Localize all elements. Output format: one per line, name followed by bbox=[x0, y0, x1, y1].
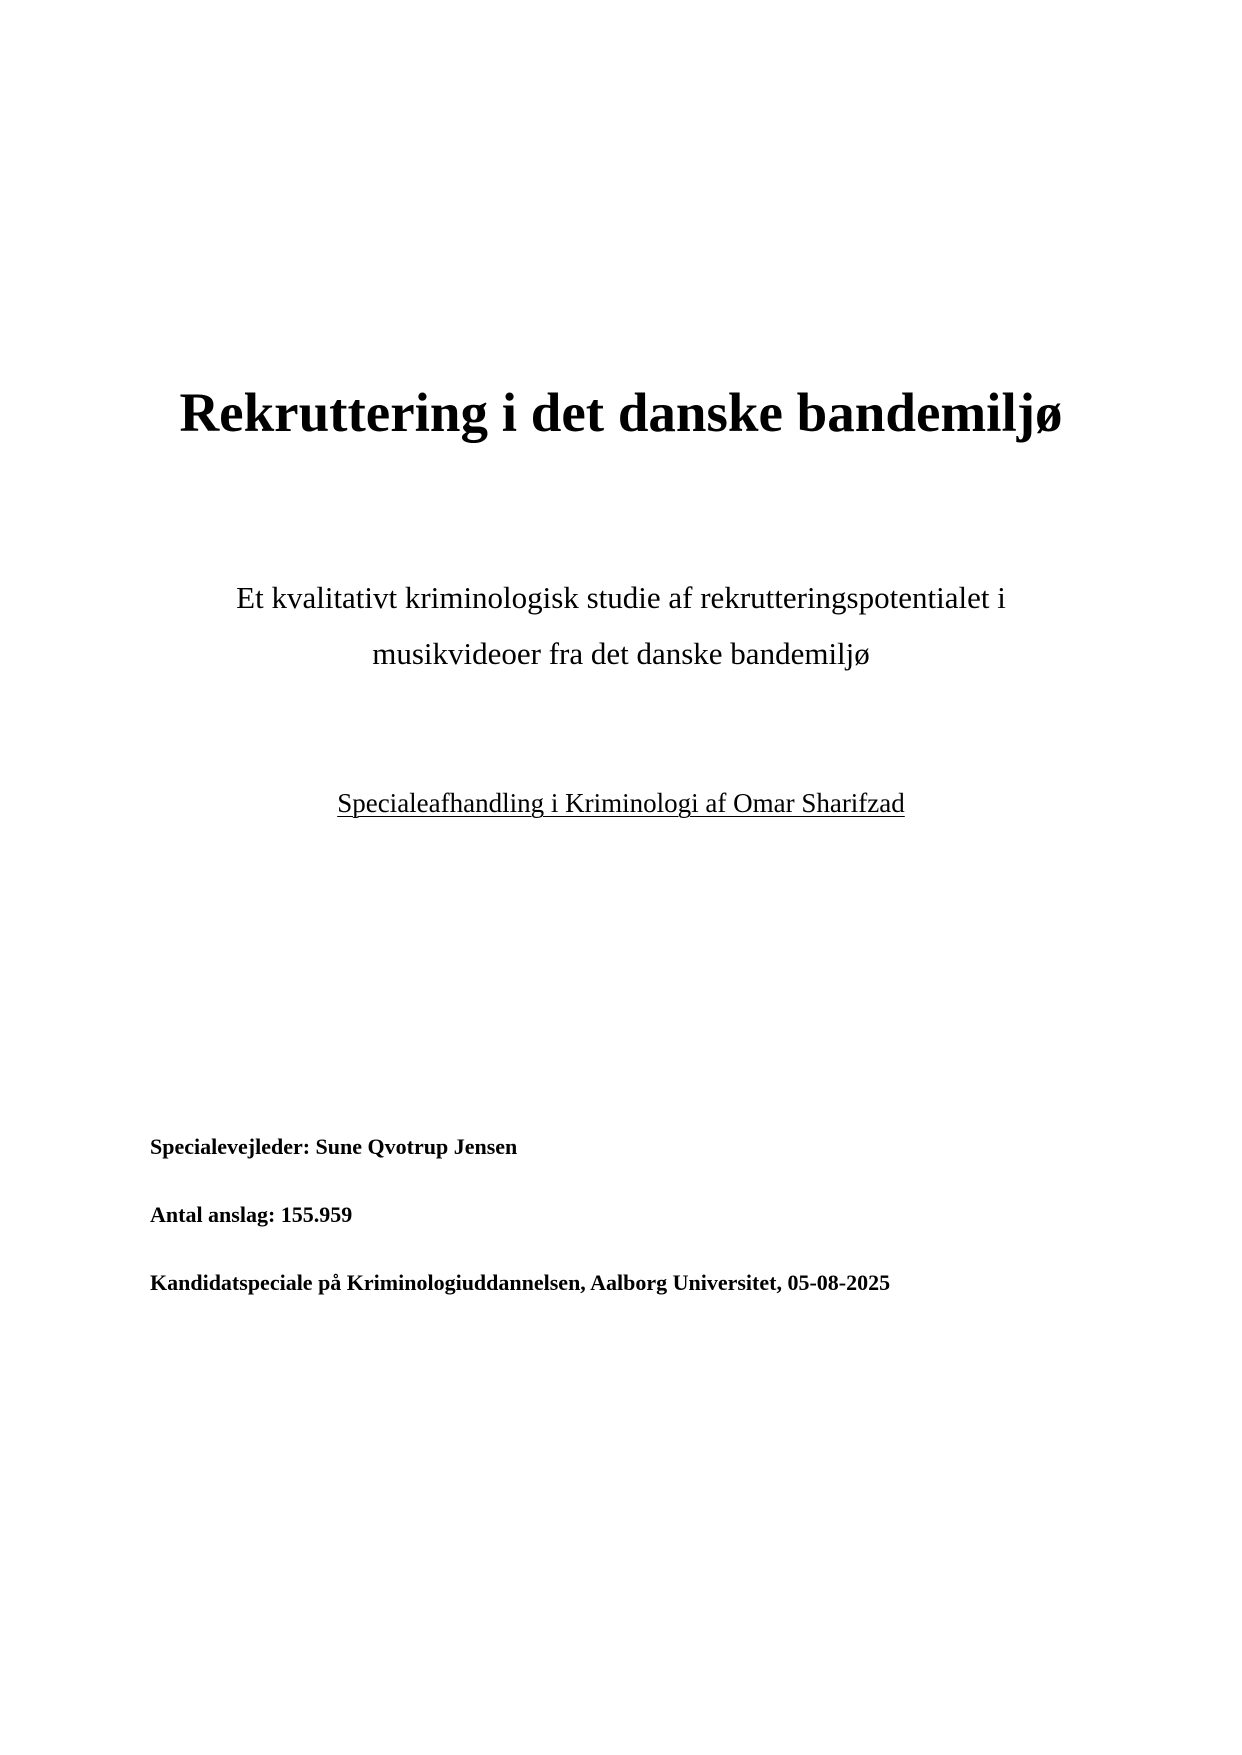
program-info-line: Kandidatspeciale på Kriminologiuddannelsen, Aalborg Universitet, 05-08-2025 bbox=[150, 1270, 891, 1295]
thesis-title: Rekruttering i det danske bandemiljø bbox=[179, 382, 1063, 443]
author-line: Specialeafhandling i Kriminologi af Omar Sharifzad bbox=[337, 788, 905, 818]
supervisor-line: Specialevejleder: Sune Qvotrup Jensen bbox=[150, 1134, 518, 1159]
thesis-subtitle bbox=[0, 570, 1242, 682]
subtitle-line-1: Et kvalitativt kriminologisk studie af rekrutteringspotentialet i bbox=[236, 580, 1006, 615]
character-count-line: Antal anslag: 155.959 bbox=[150, 1202, 353, 1227]
subtitle-line-2: musikvideoer fra det danske bandemiljø bbox=[372, 636, 870, 671]
